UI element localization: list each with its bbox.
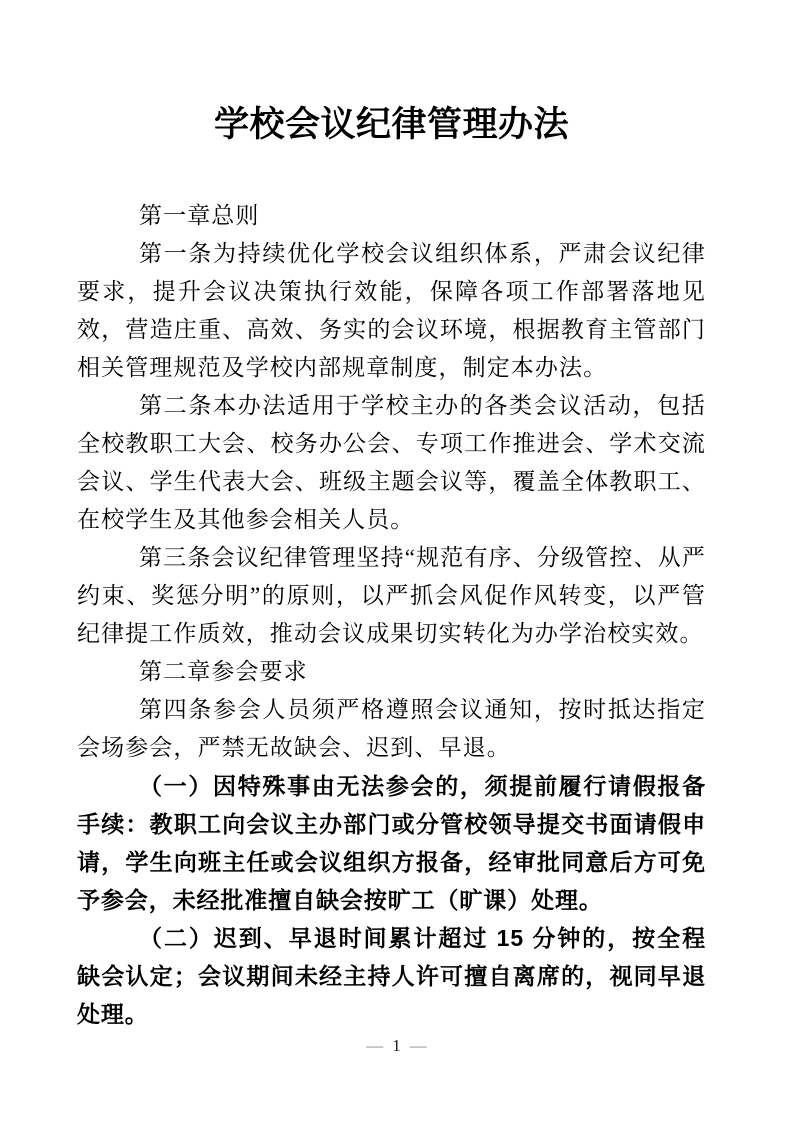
paragraph: 第一章总则 — [139, 203, 260, 228]
document-body — [77, 197, 706, 1033]
paragraph: 第一条为持续优化学校会议组织体系，严肃会议纪律要求，提升会议决策执行效能，保障各项工作部署落地见效，营造庄重、高效、务实的会议环境，根据教育主管部门相关管理规范及学校内部规章制度，制定本办法。 — [77, 241, 706, 380]
paragraph: 第四条参会人员须严格遵照会议通知，按时抵达指定会场参会，严禁无故缺会、迟到、早退。 — [77, 697, 706, 760]
document-title: 学校会议纪律管理办法 — [213, 105, 569, 144]
paragraph: （一）因特殊事由无法参会的，须提前履行请假报备手续：教职工向会议主办部门或分管校领导提交书面请假申请，学生向班主任或会议组织方报备，经审批同意后方可免予参会，未经批准擅自缺会按旷工（旷课）处理。 — [77, 773, 706, 913]
paragraph: 第三条会议纪律管理坚持“规范有序、分级管控、从严约束、奖惩分明”的原则，以严抓会风促作风转变，以严管纪律提工作质效，推动会议成果切实转化为办学治校实效。 — [77, 545, 706, 646]
page-footer — [0, 1036, 793, 1056]
paragraph: 第二章参会要求 — [139, 659, 308, 684]
footer-right-dash: — — [409, 1036, 427, 1055]
paragraph: （二）迟到、早退时间累计超过 15 分钟的，按全程缺会认定；会议期间未经主持人许可擅自离席的，视同早退处理。 — [77, 925, 706, 1027]
footer-page-number: 1 — [392, 1036, 401, 1055]
footer-left-dash: — — [366, 1036, 384, 1055]
paragraph: 第二条本办法适用于学校主办的各类会议活动，包括全校教职工大会、校务办公会、专项工作推进会、学术交流会议、学生代表大会、班级主题会议等，覆盖全体教职工、在校学生及其他参会相关人员。 — [77, 393, 706, 532]
